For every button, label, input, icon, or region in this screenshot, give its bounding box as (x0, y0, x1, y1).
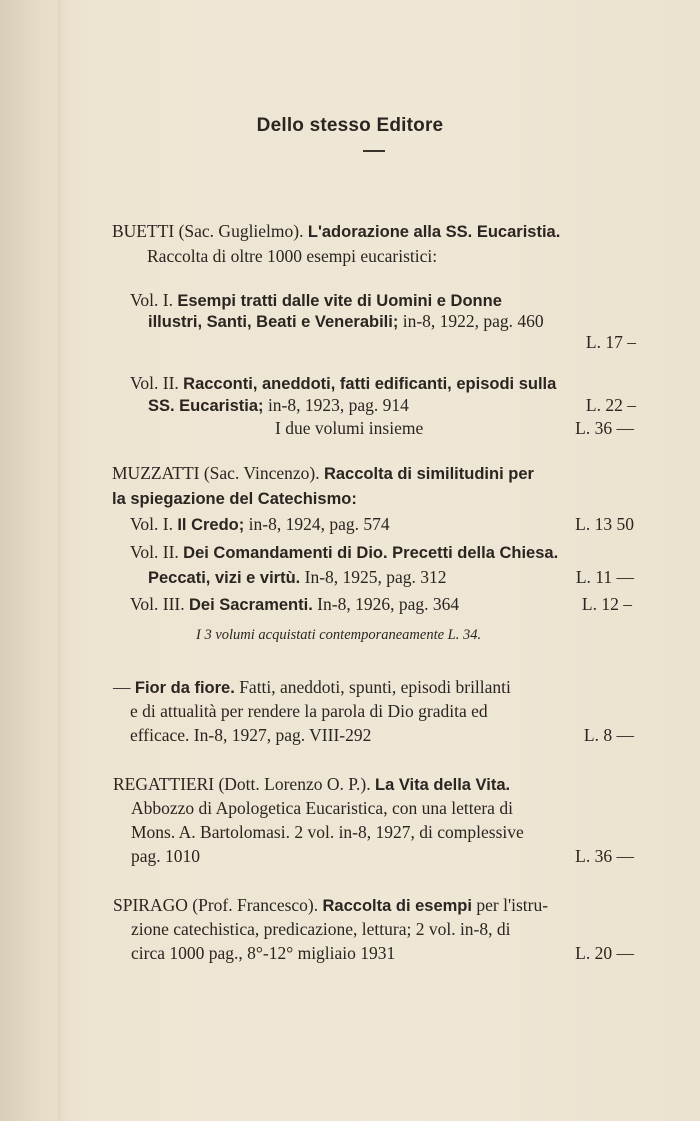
muzzatti-vol2-price: L. 11 — (575, 567, 634, 587)
muzzatti-note: I 3 volumi acquistati contemporaneamente L. 34. (196, 627, 482, 643)
entry-muzzatti-heading-cont (112, 487, 357, 510)
buetti-vol1-line1 (130, 289, 502, 312)
page-title: Dello stesso Editore (256, 115, 444, 136)
volume-label: Vol. I. (130, 514, 173, 534)
volume-details: in-8, 1923, pag. 914 (267, 395, 409, 415)
muzzatti-vol3-price: L. 12 – (581, 594, 632, 614)
author: SPIRAGO (Prof. Francesco). (113, 895, 319, 915)
entry-spirago-line3: circa 1000 pag., 8°-12° migliaio 1931 (131, 943, 396, 963)
volume-title: Dei Comandamenti di Dio. Precetti della Chiesa. (183, 544, 559, 562)
volume-title: Dei Sacramenti. (188, 596, 313, 614)
buetti-vol2-price: L. 22 – (585, 395, 636, 415)
muzzatti-vol3 (130, 593, 459, 616)
page-fold-shadow (58, 0, 62, 1121)
volume-details: In-8, 1925, pag. 312 (304, 567, 447, 587)
entry-regattieri-heading (113, 773, 510, 796)
title-divider (363, 150, 385, 152)
muzzatti-vol1-price: L. 13 50 (575, 514, 634, 534)
title-cont: la spiegazione del Catechismo: (112, 490, 357, 508)
spirago-price: L. 20 — (575, 943, 634, 963)
title: L'adorazione alla SS. Eucaristia. (307, 223, 561, 241)
muzzatti-vol2-line1 (130, 541, 558, 564)
fior-price: L. 8 — (583, 725, 634, 745)
author: BUETTI (Sac. Guglielmo). (112, 221, 304, 241)
title: La Vita della Vita. (374, 776, 511, 794)
title: Fior da fiore. (134, 679, 235, 697)
title: Raccolta di similitudini per (323, 465, 534, 483)
buetti-both-price: L. 36 — (575, 418, 634, 438)
entry-regattieri-line4: pag. 1010 (131, 846, 201, 866)
volume-label: Vol. III. (130, 594, 185, 614)
volume-title-cont: SS. Eucaristia; (148, 397, 264, 415)
volume-details: in-8, 1922, pag. 460 (402, 311, 544, 331)
entry-buetti-subtitle: Raccolta di oltre 1000 esempi eucaristici: (147, 246, 438, 266)
volume-title: Racconti, aneddoti, fatti edificanti, episodi sulla (183, 375, 557, 393)
entry-regattieri-line2: Abbozzo di Apologetica Eucaristica, con una lettera di (131, 798, 513, 818)
title: Raccolta di esempi (322, 897, 472, 915)
buetti-vol2-line1 (130, 372, 556, 395)
muzzatti-vol2-line2 (148, 566, 447, 589)
volume-details: in-8, 1924, pag. 574 (248, 514, 390, 534)
entry-fior-line1 (113, 676, 511, 699)
entry-spirago-line2: zione catechistica, predicazione, lettura; 2 vol. in-8, di (131, 919, 511, 939)
author: MUZZATTI (Sac. Vincenzo). (112, 463, 320, 483)
regattieri-price: L. 36 — (575, 846, 634, 866)
entry-buetti-heading (112, 220, 560, 243)
entry-spirago-heading (113, 894, 548, 917)
buetti-both-label: I due volumi insieme (275, 418, 424, 438)
volume-title: Il Credo; (177, 516, 245, 534)
buetti-vol1-line2 (148, 310, 544, 333)
description: Fatti, aneddoti, spunti, episodi brillanti (239, 677, 511, 697)
dash: — (113, 677, 131, 697)
buetti-vol1-price: L. 17 – (585, 332, 636, 352)
author: REGATTIERI (Dott. Lorenzo O. P.). (113, 774, 371, 794)
description: per l'istru- (476, 895, 549, 915)
volume-title-cont: illustri, Santi, Beati e Venerabili; (148, 313, 399, 331)
volume-title: Esempi tratti dalle vite di Uomini e Donne (177, 292, 502, 310)
volume-details: In-8, 1926, pag. 364 (317, 594, 460, 614)
volume-label: Vol. I. (130, 290, 173, 310)
volume-label: Vol. II. (130, 373, 179, 393)
entry-regattieri-line3: Mons. A. Bartolomasi. 2 vol. in-8, 1927, di complessive (131, 822, 524, 842)
entry-muzzatti-heading (112, 462, 534, 485)
muzzatti-vol1 (130, 513, 390, 536)
volume-label: Vol. II. (130, 542, 179, 562)
buetti-vol2-line2 (148, 394, 409, 417)
entry-fior-line3: efficace. In-8, 1927, pag. VIII-292 (130, 725, 372, 745)
entry-fior-line2: e di attualità per rendere la parola di Dio gradita ed (130, 701, 488, 721)
volume-title-cont: Peccati, vizi e virtù. (148, 569, 301, 587)
